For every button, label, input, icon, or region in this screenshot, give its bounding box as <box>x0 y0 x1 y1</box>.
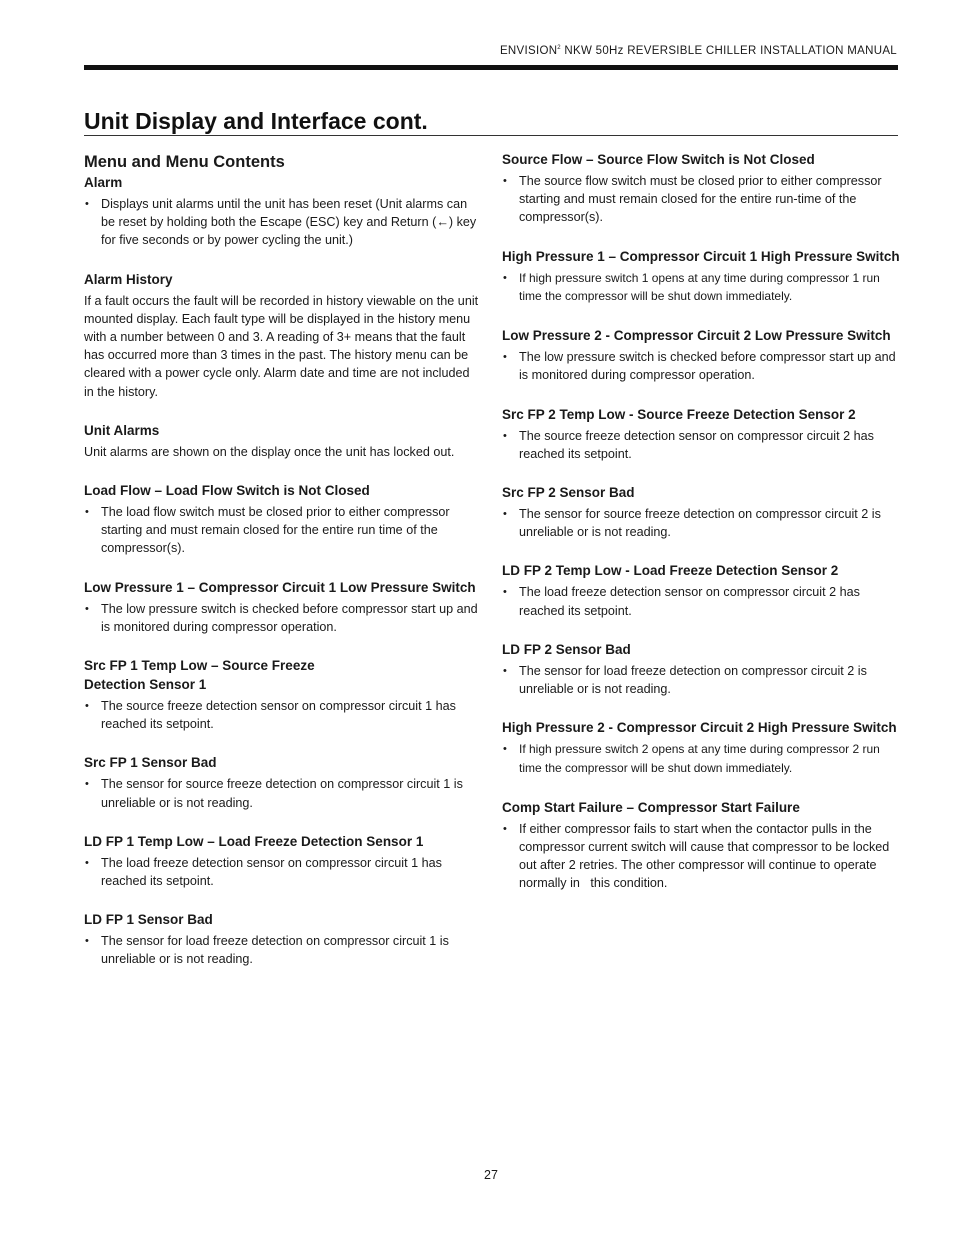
src-fp1-temp-low-block <box>84 656 479 733</box>
list-item: • The sensor for load freeze detection on compressor circuit 2 is unreliable or is not reading. <box>502 662 900 698</box>
manual-header-superscript: 2 <box>557 45 561 52</box>
src-fp1-temp-low-title-line2: Detection Sensor 1 <box>84 677 207 693</box>
list-item: • The sensor for source freeze detection on compressor circuit 1 is unreliable or is not reading. <box>84 775 479 811</box>
src-fp2-sensor-bad-block <box>502 483 900 541</box>
low-pressure-1-list <box>84 600 479 636</box>
alarm-list <box>84 195 479 250</box>
alarm-title: Alarm <box>84 175 123 190</box>
high-pressure-1-block <box>502 247 900 307</box>
ld-fp2-temp-low-title: LD FP 2 Temp Low - Load Freeze Detection Sensor 2 <box>502 563 839 579</box>
manual-header-title: NKW 50Hz REVERSIBLE CHILLER INSTALLATION MANUAL <box>560 45 897 57</box>
alarm-block <box>84 173 479 250</box>
list-item: • The load freeze detection sensor on compressor circuit 1 has reached its setpoint. <box>84 854 479 890</box>
src-fp2-temp-low-title: Src FP 2 Temp Low - Source Freeze Detection Sensor 2 <box>502 406 856 422</box>
ld-fp1-temp-low-list <box>84 854 479 890</box>
ld-fp1-temp-low-title: LD FP 1 Temp Low – Load Freeze Detection Sensor 1 <box>84 833 424 849</box>
ld-fp1-sensor-bad-list <box>84 932 479 968</box>
high-pressure-1-list <box>502 269 900 307</box>
high-pressure-2-title: High Pressure 2 - Compressor Circuit 2 High Pressure Switch <box>502 720 897 736</box>
unit-alarms-title: Unit Alarms <box>84 422 160 438</box>
header-rule <box>84 65 898 70</box>
src-fp2-sensor-bad-title: Src FP 2 Sensor Bad <box>502 485 635 501</box>
list-item: • The sensor for source freeze detection on compressor circuit 2 is unreliable or is not reading. <box>502 505 900 541</box>
list-item: • The source freeze detection sensor on compressor circuit 1 has reached its setpoint. <box>84 697 479 733</box>
list-item: • The low pressure switch is checked before compressor start up and is monitored during compressor operation. <box>84 600 479 636</box>
load-flow-list <box>84 503 479 558</box>
ld-fp1-sensor-bad-block <box>84 910 479 968</box>
list-item: • The source flow switch must be closed prior to either compressor starting and must remain closed for the entire run-time of the compressor(s). <box>502 172 900 227</box>
src-fp1-temp-low-title <box>84 656 479 694</box>
right-column <box>502 150 900 913</box>
load-flow-title: Load Flow – Load Flow Switch is Not Closed <box>84 483 370 499</box>
low-pressure-2-block <box>502 326 900 384</box>
unit-alarms-block <box>84 421 479 461</box>
src-fp1-sensor-bad-block <box>84 753 479 811</box>
comp-start-failure-block <box>502 798 900 893</box>
high-pressure-2-block <box>502 718 900 778</box>
ld-fp1-sensor-bad-title: LD FP 1 Sensor Bad <box>84 912 213 928</box>
src-fp1-sensor-bad-title: Src FP 1 Sensor Bad <box>84 755 217 771</box>
ld-fp2-sensor-bad-block <box>502 640 900 698</box>
list-item: • The sensor for load freeze detection on compressor circuit 1 is unreliable or is not reading. <box>84 932 479 968</box>
unit-alarms-text: Unit alarms are shown on the display once the unit has locked out. <box>84 444 455 459</box>
ld-fp2-temp-low-list <box>502 583 900 619</box>
comp-start-failure-title: Comp Start Failure – Compressor Start Failure <box>502 799 800 815</box>
list-item: • The source freeze detection sensor on compressor circuit 2 has reached its setpoint. <box>502 427 900 463</box>
ld-fp2-sensor-bad-title: LD FP 2 Sensor Bad <box>502 641 631 657</box>
list-item: • The load freeze detection sensor on compressor circuit 2 has reached its setpoint. <box>502 583 900 619</box>
ld-fp1-temp-low-block <box>84 832 479 890</box>
low-pressure-1-title: Low Pressure 1 – Compressor Circuit 1 Low Pressure Switch <box>84 579 476 595</box>
ld-fp2-sensor-bad-list <box>502 662 900 698</box>
src-fp1-sensor-bad-list <box>84 775 479 811</box>
list-item: • The low pressure switch is checked before compressor start up and is monitored during compressor operation. <box>502 348 900 384</box>
src-fp2-temp-low-list <box>502 427 900 463</box>
ld-fp2-temp-low-block <box>502 561 900 619</box>
src-fp1-temp-low-title-line1: Src FP 1 Temp Low – Source Freeze <box>84 658 315 674</box>
source-flow-title: Source Flow – Source Flow Switch is Not Closed <box>502 152 815 167</box>
list-item: • If high pressure switch 2 opens at any time during compressor 2 run time the compressor will be shut down immediately. <box>502 740 900 778</box>
left-column <box>84 151 479 989</box>
high-pressure-2-list <box>502 740 900 778</box>
manual-header-brand: ENVISION <box>499 45 558 57</box>
high-pressure-1-title: High Pressure 1 – Compressor Circuit 1 High Pressure Switch <box>502 248 900 264</box>
src-fp1-temp-low-list <box>84 697 479 733</box>
source-flow-block <box>502 150 900 227</box>
page-number: 27 <box>484 1168 498 1182</box>
manual-header <box>500 45 897 57</box>
list-item: • Displays unit alarms until the unit has been reset (Unit alarms can be reset by holding both the Escape (ESC) key and Return (←) key for five seconds or by power cycling the unit.) <box>84 195 479 250</box>
alarm-history-block <box>84 270 479 401</box>
src-fp2-temp-low-block <box>502 405 900 463</box>
alarm-history-text: If a fault occurs the fault will be recorded in history viewable on the unit mounted display. Each fault type will be displayed in the history menu with a number between 0 and 3. A reading of 3+ means that the fault has occurred more than 3 times in the past. The history menu can be cleared with a power cycle only. Alarm date and time are not included in the history. <box>84 293 479 399</box>
section-title: Menu and Menu Contents <box>84 153 285 171</box>
title-rule <box>84 135 898 136</box>
alarm-history-title: Alarm History <box>84 271 173 287</box>
source-flow-list <box>502 172 900 227</box>
comp-start-failure-list <box>502 820 900 893</box>
load-flow-block <box>84 481 479 558</box>
list-item: • If high pressure switch 1 opens at any time during compressor 1 run time the compressor will be shut down immediately. <box>502 269 900 307</box>
low-pressure-2-list <box>502 348 900 384</box>
low-pressure-2-title: Low Pressure 2 - Compressor Circuit 2 Low Pressure Switch <box>502 328 891 344</box>
list-item: • The load flow switch must be closed prior to either compressor starting and must remain closed for the entire run time of the compressor(s). <box>84 503 479 558</box>
low-pressure-1-block <box>84 578 479 636</box>
list-item: • If either compressor fails to start when the contactor pulls in the compressor current switch will cause that compressor to be locked out after 2 retries. The other compressor will continue to operate normally in this condition. <box>502 820 900 893</box>
page-title: Unit Display and Interface cont. <box>84 108 428 134</box>
src-fp2-sensor-bad-list <box>502 505 900 541</box>
